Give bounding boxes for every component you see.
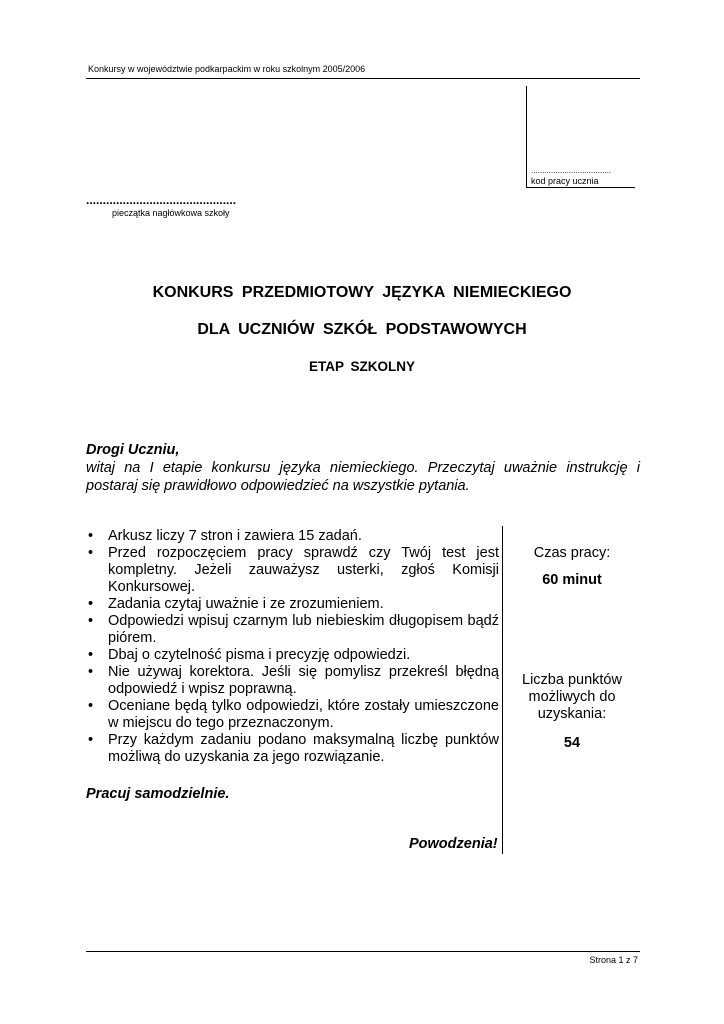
school-stamp-label: pieczątka nagłówkowa szkoły: [112, 208, 230, 218]
bullet-icon: •: [88, 528, 94, 544]
instructions-list: [86, 528, 499, 766]
footer-divider: [86, 951, 640, 952]
title-line-3: ETAP SZKOLNY: [308, 359, 415, 374]
school-stamp-dots: .............................................: [86, 193, 237, 207]
title-line-2: DLA UCZNIÓW SZKÓŁ PODSTAWOWYCH: [197, 321, 527, 338]
list-item: [86, 647, 499, 664]
page-number: Strona 1 z 7: [589, 955, 638, 965]
list-item: [86, 528, 499, 545]
rule-text: Odpowiedzi wpisuj czarnym lub niebieskim długopisem bądź piórem.: [108, 613, 499, 646]
rule-text: Przy każdym zadaniu podano maksymalną liczbę punktów możliwą do uzyskania za jego rozwiązanie.: [108, 732, 499, 765]
header-text: Konkursy w województwie podkarpackim w roku szkolnym 2005/2006: [88, 64, 366, 74]
code-box-vertical-line: [526, 86, 527, 188]
rule-text: Arkusz liczy 7 stron i zawiera 15 zadań.: [108, 528, 362, 544]
header-divider: [86, 78, 640, 79]
title-line-1: KONKURS PRZEDMIOTOWY JĘZYKA NIEMIECKIEGO: [152, 284, 572, 301]
bullet-icon: •: [88, 732, 94, 748]
rule-text: Dbaj o czytelność pisma i precyzję odpowiedzi.: [108, 647, 411, 663]
time-label: Czas pracy:: [533, 545, 611, 561]
column-divider: [502, 526, 503, 854]
points-value: 54: [563, 735, 581, 751]
list-item: [86, 596, 499, 613]
code-box-underline: [527, 187, 635, 188]
list-item: [86, 664, 499, 698]
list-item: [86, 545, 499, 596]
list-item: [86, 732, 499, 766]
intro-paragraph: witaj na I etapie konkursu języka niemieckiego. Przeczytaj uważnie instrukcję i postaraj się prawidłowo odpowiedzieć na wszystkie pytania.: [86, 460, 640, 494]
bullet-icon: •: [88, 545, 94, 561]
rule-text: Nie używaj korektora. Jeśli się pomylisz przekreśl błędną odpowiedź i wpisz poprawną.: [108, 664, 499, 697]
good-luck-note: Powodzenia!: [409, 836, 498, 852]
greeting: Drogi Uczniu,: [86, 442, 180, 458]
list-item: [86, 698, 499, 732]
bullet-icon: •: [88, 647, 94, 663]
list-item: [86, 613, 499, 647]
rule-text: Przed rozpoczęciem pracy sprawdź czy Twój test jest kompletny. Jeżeli zauważysz usterki, zgłoś Komisji Konkursowej.: [108, 545, 499, 595]
rule-text: Zadania czytaj uważnie i ze zrozumieniem.: [108, 596, 384, 612]
bullet-icon: •: [88, 596, 94, 612]
time-value: 60 minut: [542, 572, 602, 588]
bullet-icon: •: [88, 664, 94, 680]
code-box-dots: ....................................: [531, 166, 612, 175]
bullet-icon: •: [88, 698, 94, 714]
student-code-label: kod pracy ucznia: [531, 176, 599, 186]
work-alone-note: Pracuj samodzielnie.: [86, 786, 230, 802]
points-label: Liczba punktów możliwych do uzyskania:: [522, 672, 622, 722]
rule-text: Oceniane będą tylko odpowiedzi, które zostały umieszczone w miejscu do tego przeznaczonym.: [108, 698, 499, 731]
bullet-icon: •: [88, 613, 94, 629]
